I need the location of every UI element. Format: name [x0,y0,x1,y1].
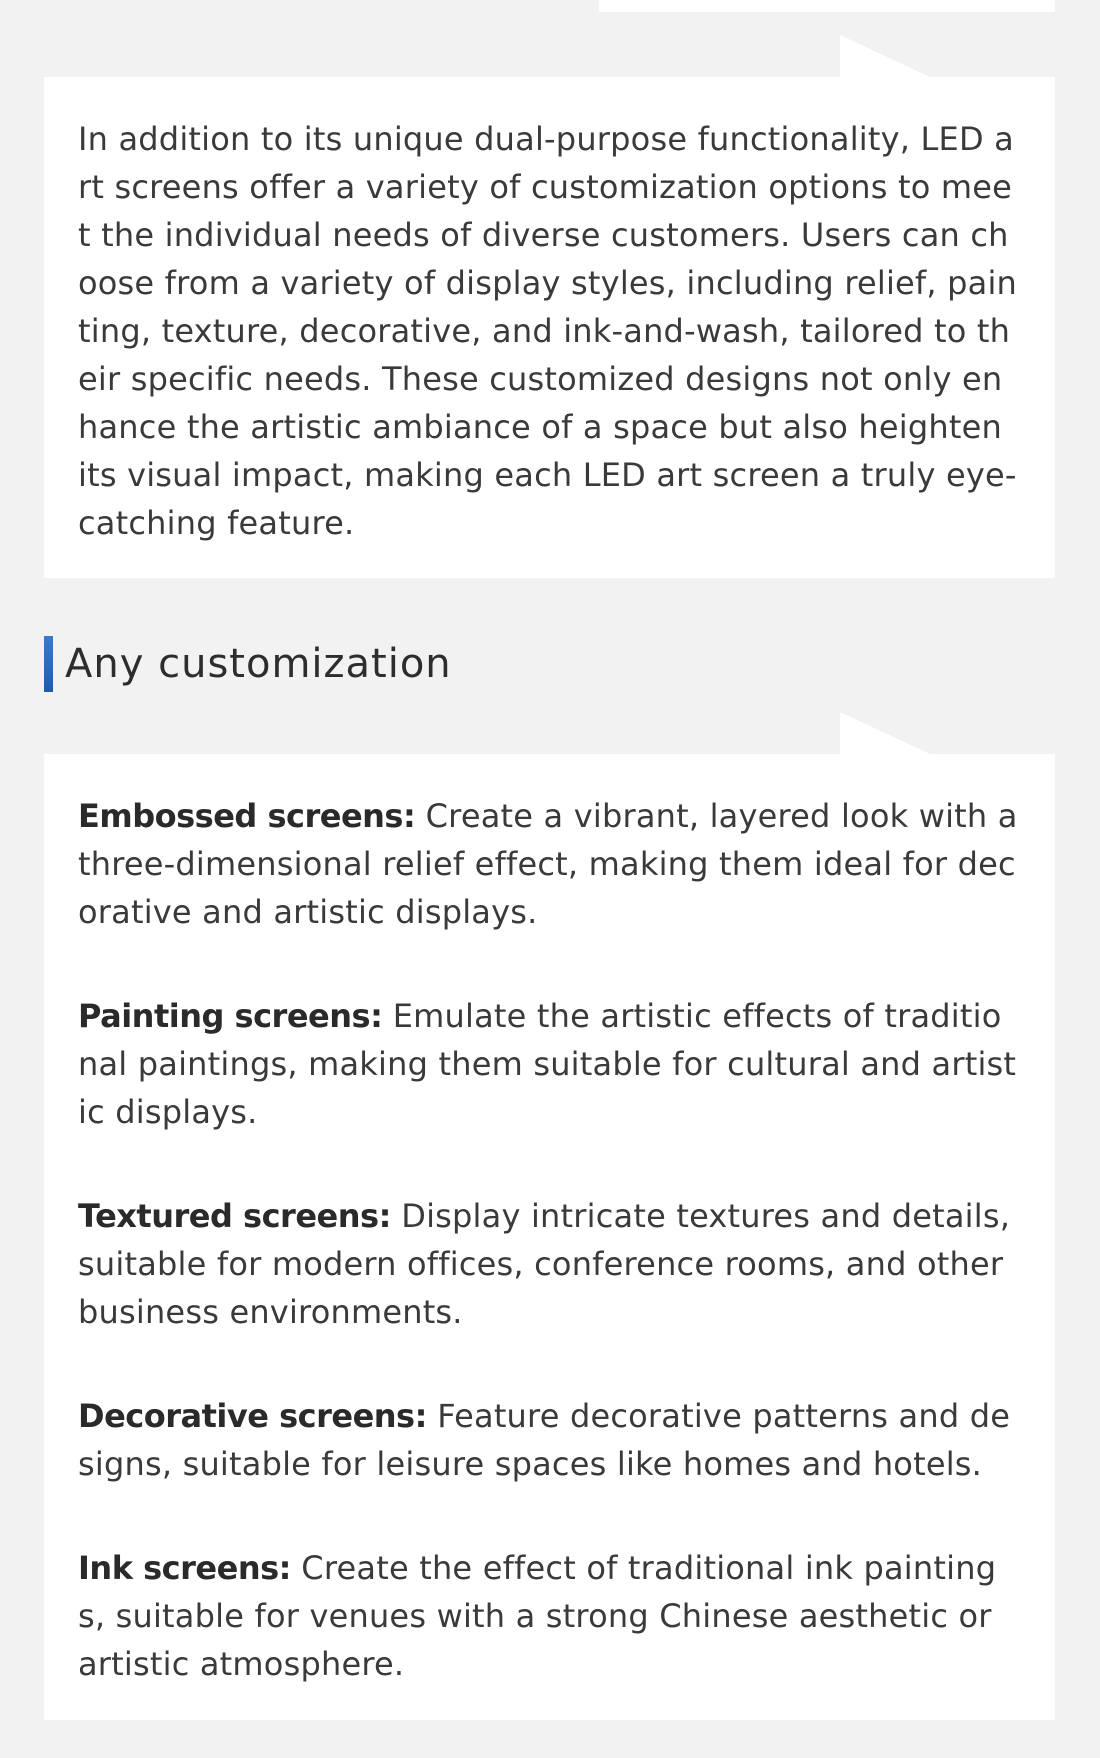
item-label: Textured screens: [78,1197,391,1235]
item-text: Feature decorative patterns and designs, suitable for leisure spaces like homes and hotels. [78,1397,1011,1483]
list-item-textured [78,1192,1021,1336]
heading-accent-bar [44,636,53,692]
list-item-painting [78,992,1021,1136]
item-label: Embossed screens: [78,797,416,835]
item-label: Painting screens: [78,997,383,1035]
item-label: Decorative screens: [78,1397,427,1435]
item-text: Display intricate textures and details, suitable for modern offices, conference rooms, and other business environments. [78,1197,1011,1331]
card-tab-notch [840,712,930,754]
card-tab-notch [840,35,930,77]
item-text: Emulate the artistic effects of traditional paintings, making them suitable for cultural and artistic displays. [78,997,1017,1131]
intro-paragraph: In addition to its unique dual-purpose functionality, LED art screens offer a variety of customization options to meet the individual needs of diverse customers. Users can choose from a variety of display styles, including relief, painting, texture, decorative, and ink-and-wash, tailored to their specific needs. These customized designs not only enhance the artistic ambiance of a space but also heighten its visual impact, making each LED art screen a truly eye-catching feature. [78,120,1018,542]
list-item-embossed [78,792,1021,936]
section-title: Any customization [65,641,452,687]
intro-card [44,77,1055,578]
item-text: Create a vibrant, layered look with a three-dimensional relief effect, making them ideal for decorative and artistic displays. [78,797,1018,931]
item-label: Ink screens: [78,1549,291,1587]
list-item-decorative [78,1392,1021,1488]
previous-card-edge [599,0,1055,12]
item-text: Create the effect of traditional ink paintings, suitable for venues with a strong Chinese aesthetic or artistic atmosphere. [78,1549,997,1683]
customization-card [44,754,1055,1720]
list-item-ink [78,1544,1021,1688]
section-heading [44,636,452,692]
